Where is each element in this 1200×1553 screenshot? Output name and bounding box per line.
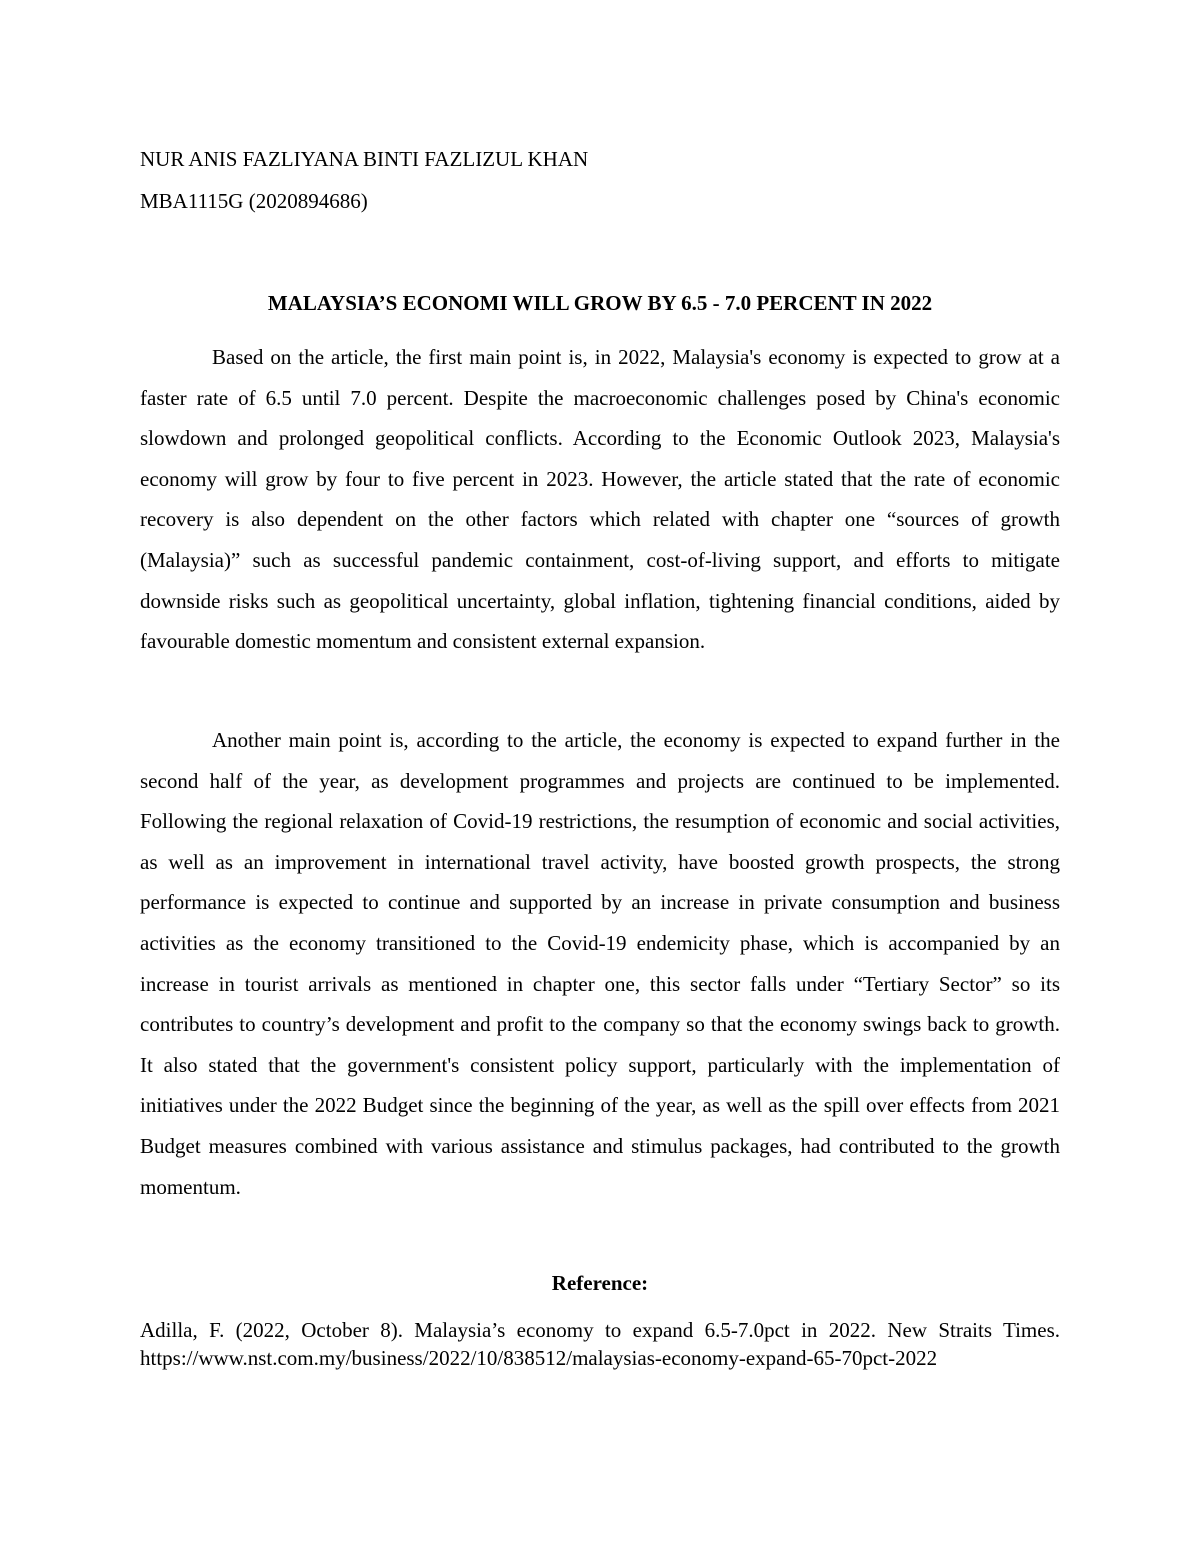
document-title: MALAYSIA’S ECONOMI WILL GROW BY 6.5 - 7.0 PERCENT IN 2022 <box>267 291 933 315</box>
author-name: NUR ANIS FAZLIYANA BINTI FAZLIZUL KHAN <box>140 147 589 171</box>
body-paragraph-1: Based on the article, the first main point is, in 2022, Malaysia's economy is expected to grow at a faster rate of 6.5 until 7.0 percent. Despite the macroeconomic challenges posed by China's economic slowdown and prolonged geopolitical conflicts. According to the Economic Outlook 2023, Malaysia's economy will grow by four to five percent in 2023. However, the article stated that the rate of economic recovery is also dependent on the other factors which related with chapter one “sources of growth (Malaysia)” such as successful pandemic containment, cost-of-living support, and efforts to mitigate downside risks such as geopolitical uncertainty, global inflation, tightening financial conditions, aided by favourable domestic momentum and consistent external expansion. <box>140 345 1060 654</box>
reference-citation: Adilla, F. (2022, October 8). Malaysia’s economy to expand 6.5-7.0pct in 2022. New Straits Times. https://www.nst.com.my/business/2022/10/838512/malaysias-economy-expand-65-70pct-2022 <box>140 1318 1060 1370</box>
student-id: MBA1115G (2020894686) <box>140 189 368 213</box>
reference-heading: Reference: <box>551 1271 649 1295</box>
body-paragraph-2: Another main point is, according to the article, the economy is expected to expand further in the second half of the year, as development programmes and projects are continued to be implemented. Following the regional relaxation of Covid-19 restrictions, the resumption of economic and social activities, as well as an improvement in international travel activity, have boosted growth prospects, the strong performance is expected to continue and supported by an increase in private consumption and business activities as the economy transitioned to the Covid-19 endemicity phase, which is accompanied by an increase in tourist arrivals as mentioned in chapter one, this sector falls under “Tertiary Sector” so its contributes to country’s development and profit to the company so that the economy swings back to growth. It also stated that the government's consistent policy support, particularly with the implementation of initiatives under the 2022 Budget since the beginning of the year, as well as the spill over effects from 2021 Budget measures combined with various assistance and stimulus packages, had contributed to the growth momentum. <box>140 728 1060 1199</box>
